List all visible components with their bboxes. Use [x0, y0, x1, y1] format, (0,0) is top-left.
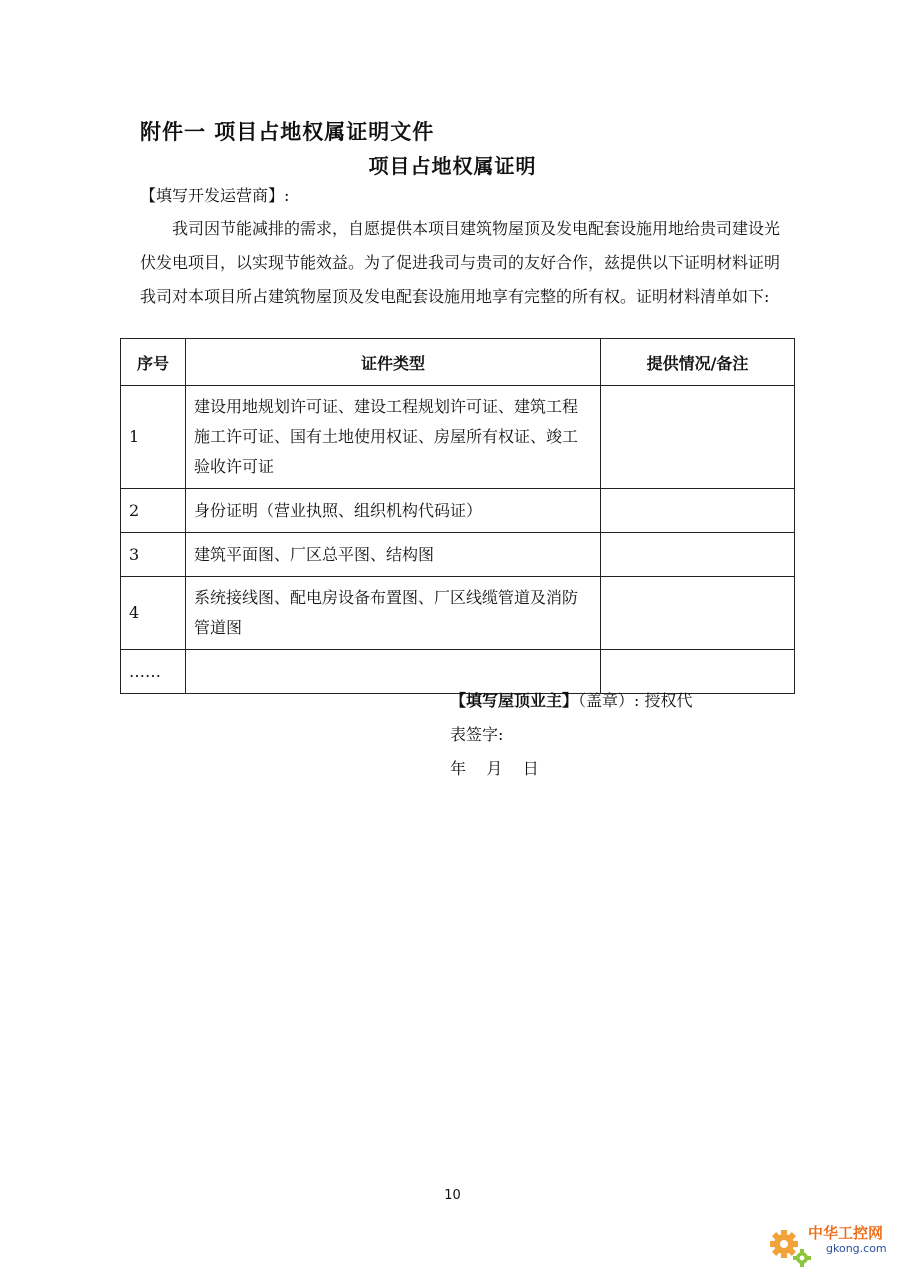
table-row [121, 533, 795, 577]
date-line: 年 月 日 [450, 759, 539, 778]
header-type: 证件类型 [186, 339, 601, 386]
row-remark [601, 650, 795, 694]
row-remark [601, 489, 795, 533]
header-remark: 提供情况/备注 [601, 339, 795, 386]
fill-note: 【填写开发运营商】: [140, 186, 290, 205]
watermark-brand: 中华工控网 [808, 1224, 884, 1242]
body-paragraph: 我司因节能减排的需求，自愿提供本项目建筑物屋顶及发电配套设施用地给贵司建设光伏发电项目，以实现节能效益。为了促进我司与贵司的友好合作，兹提供以下证明材料证明我司对本项目所占建筑物屋顶及发电配套设施用地享有完整的所有权。证明材料清单如下: [140, 219, 781, 306]
watermark-url: gkong.com [826, 1242, 887, 1255]
row-remark [601, 533, 795, 577]
attachment-heading: 附件一 项目占地权属证明文件 [140, 120, 435, 144]
row-no: 3 [121, 533, 186, 577]
table-row [121, 577, 795, 650]
table-row [121, 489, 795, 533]
table-row [121, 650, 795, 694]
row-type: 系统接线图、配电房设备布置图、厂区线缆管道及消防管道图 [186, 577, 601, 650]
seal-text: （盖章）: 授权代 [578, 691, 693, 710]
gear-icon [768, 1218, 812, 1268]
row-remark [601, 577, 795, 650]
watermark-logo [768, 1218, 898, 1274]
row-type: 建设用地规划许可证、建设工程规划许可证、建筑工程施工许可证、国有土地使用权证、房屋所有权证、竣工验收许可证 [186, 386, 601, 489]
row-no: …… [121, 650, 186, 694]
row-no: 1 [121, 386, 186, 489]
table-row [121, 386, 795, 489]
owner-label: 【填写屋顶业主】 [450, 691, 579, 710]
document-title: 项目占地权属证明 [368, 154, 537, 178]
row-no: 2 [121, 489, 186, 533]
documents-table [120, 338, 795, 694]
signature-line: 表签字: [450, 725, 504, 744]
table-header-row [121, 339, 795, 386]
row-no: 4 [121, 577, 186, 650]
row-type [186, 650, 601, 694]
row-type: 身份证明（营业执照、组织机构代码证） [186, 489, 601, 533]
row-type: 建筑平面图、厂区总平图、结构图 [186, 533, 601, 577]
row-remark [601, 386, 795, 489]
owner-seal-line [450, 688, 693, 711]
header-no: 序号 [121, 339, 186, 386]
page-number: 10 [444, 1188, 461, 1203]
